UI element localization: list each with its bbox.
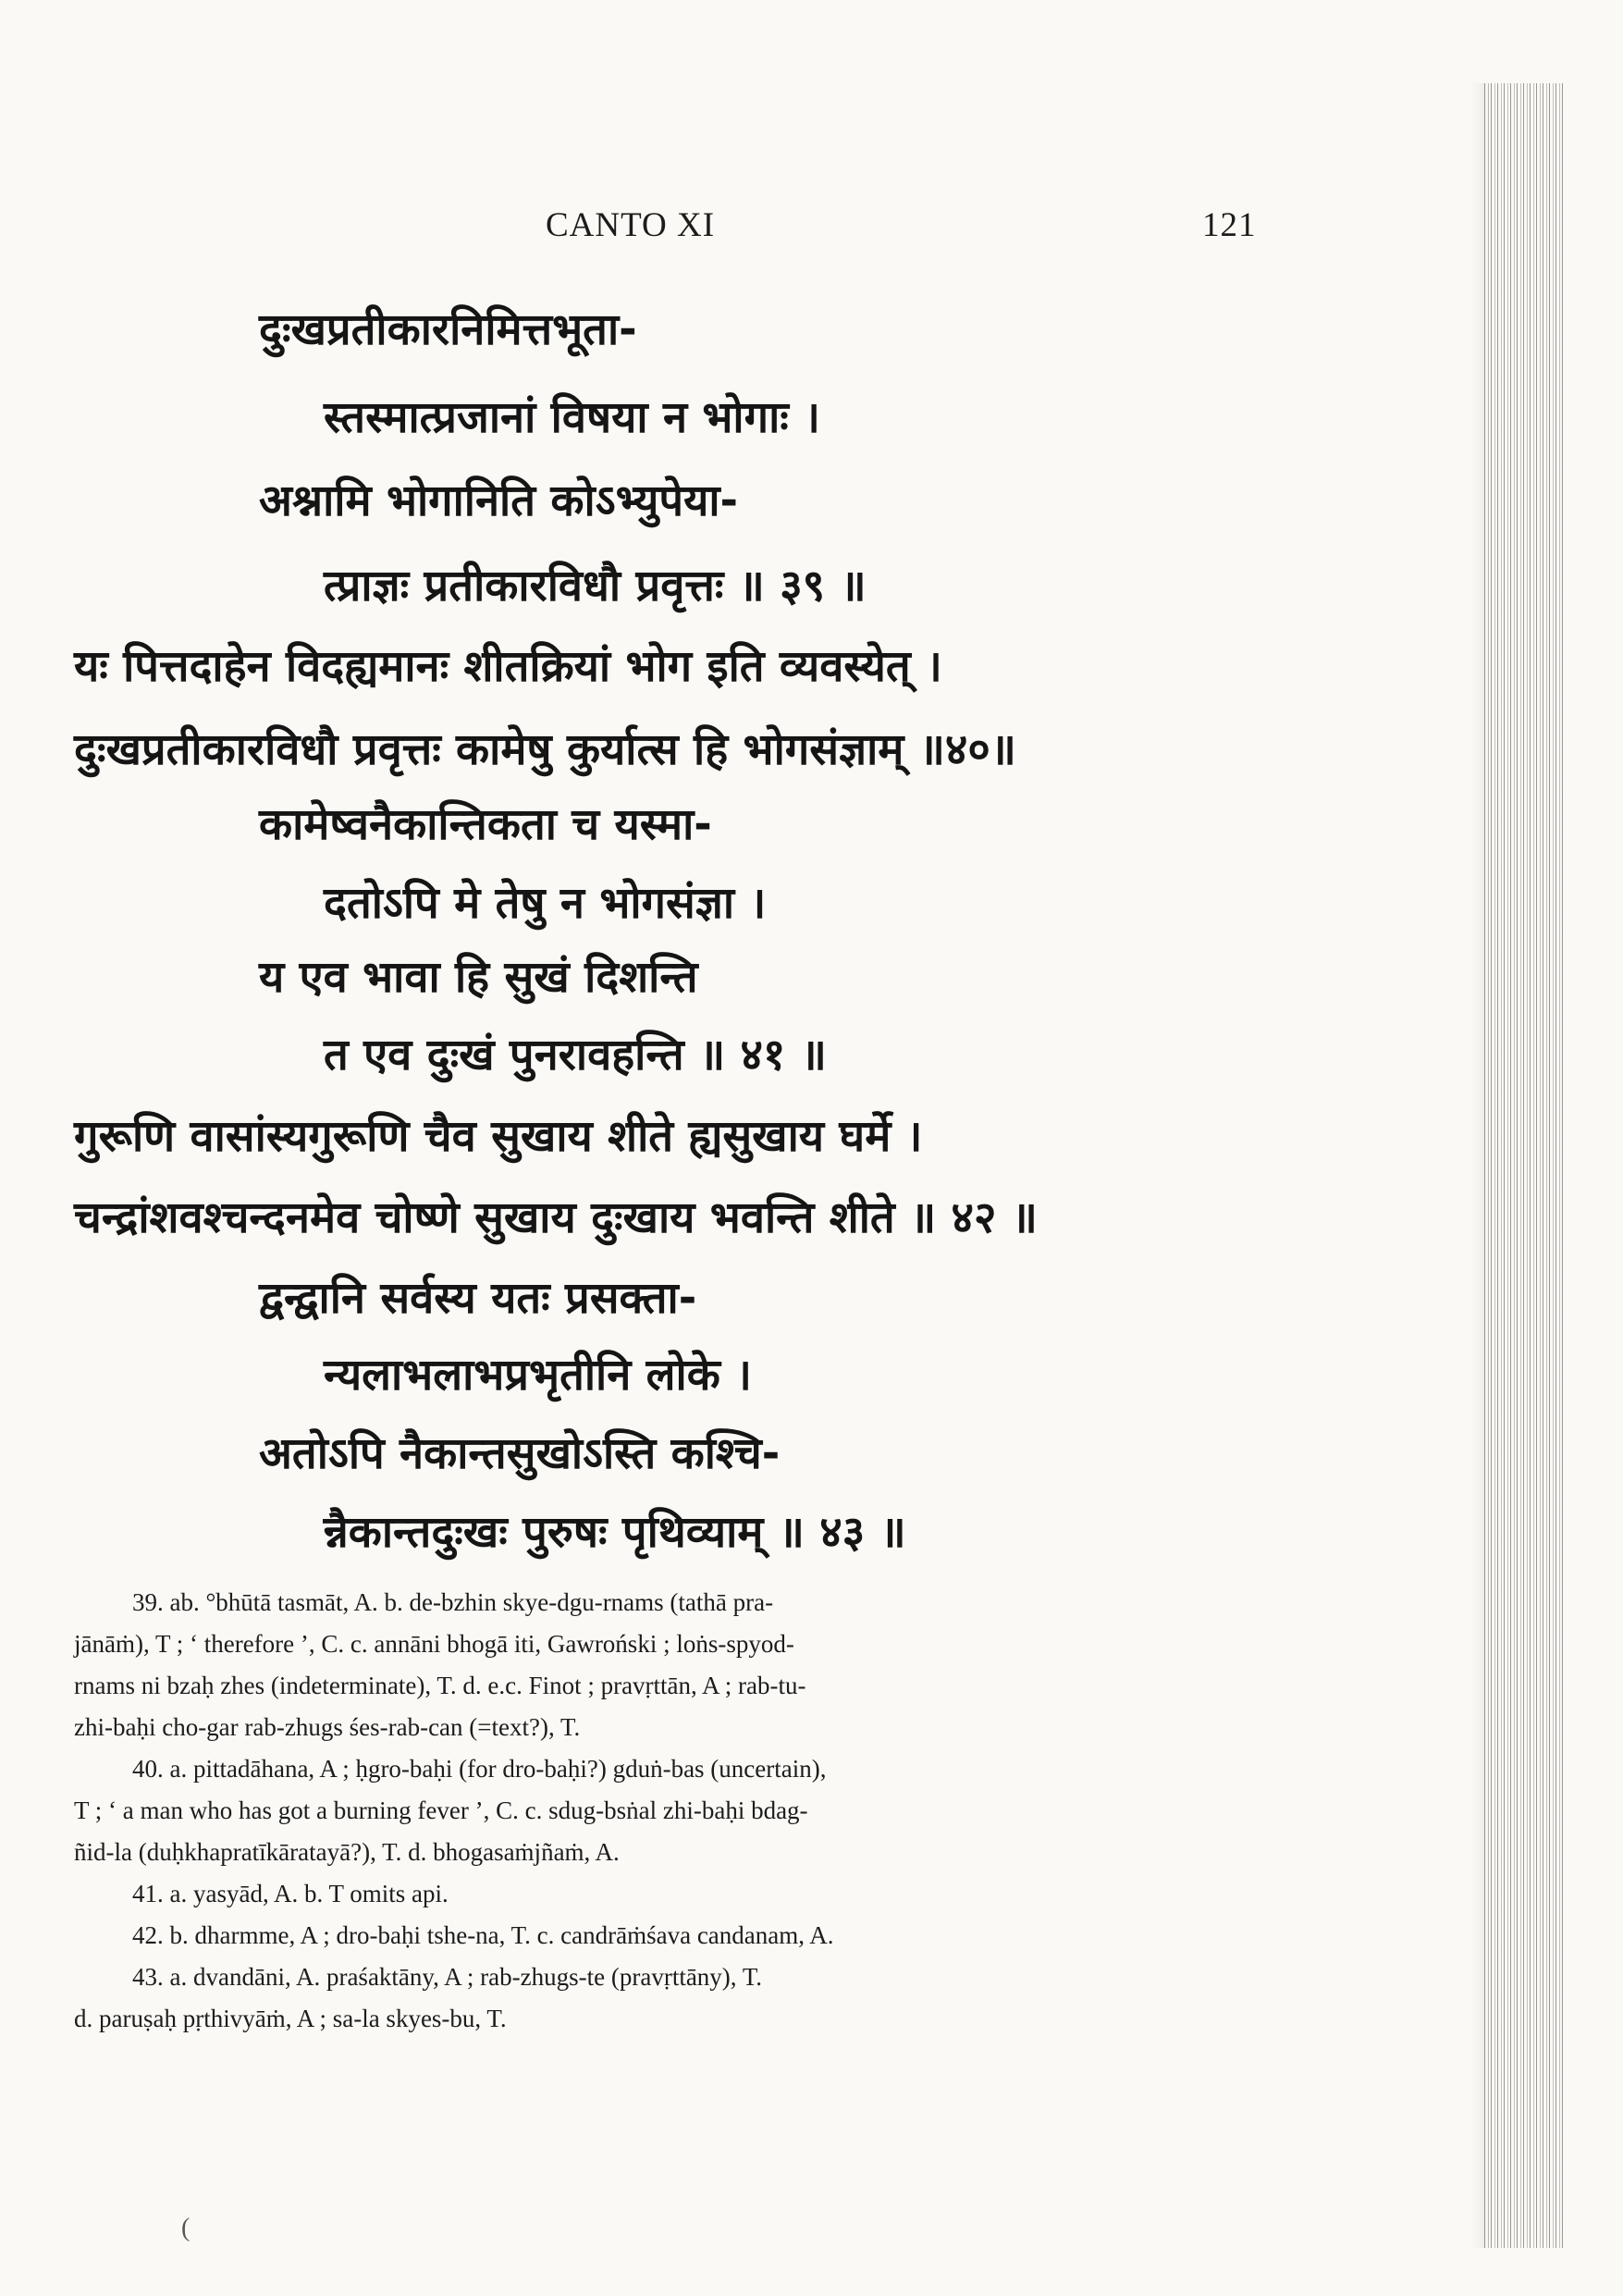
verse-line: चन्द्रांशवश्चन्दनमेव चोष्णे सुखाय दुःखाय भवन्ति शीते ॥ ४२ ॥ [74,1192,1038,1243]
page-edge-stack [1484,83,1563,2248]
verse-line: त एव दुःखं पुनरावहन्ति ॥ ४१ ॥ [324,1030,827,1080]
verse-line: न्यलाभलाभप्रभृतीनि लोके । [324,1350,752,1401]
footnote-line: 39. ab. °bhūtā tasmāt, A. b. de-bzhin skye-dgu-rnams (tathā pra- [132,1588,774,1616]
stray-mark: ( [181,2214,191,2242]
verse-line: यः पित्तदाहेन विदह्यमानः शीतक्रियां भोग इति व्यवस्येत् । [74,641,942,692]
verse-line: अश्नामि भोगानिति कोऽभ्युपेया- [259,475,739,526]
verse-line: दुःखप्रतीकारविधौ प्रवृत्तः कामेषु कुर्यात्स हि भोगसंज्ञाम् ॥४०॥ [74,724,1016,775]
verse-line: त्प्राज्ञः प्रतीकारविधौ प्रवृत्तः ॥ ३९ ॥ [324,561,867,611]
footnote-line: rnams ni bzaḥ zhes (indeterminate), T. d. e.c. Finot ; pravṛttān, A ; rab-tu- [74,1672,806,1699]
footnote-line: d. paruṣaḥ pṛthivyāṁ, A ; sa-la skyes-bu, T. [74,2005,507,2032]
verse-line: स्तस्मात्प्रजानां विषया न भोगाः । [324,392,820,443]
verse-line: गुरूणि वासांस्यगुरूणि चैव सुखाय शीते ह्यसुखाय घर्मे । [74,1111,923,1162]
verse-line: न्नैकान्तदुःखः पुरुषः पृथिव्याम् ॥ ४३ ॥ [324,1507,906,1558]
running-header [0,205,1623,252]
verse-line: द्वन्द्वानि सर्वस्य यतः प्रसक्ता- [259,1273,697,1324]
verse-line: अतोऽपि नैकान्तसुखोऽस्ति कश्चि- [259,1428,781,1479]
footnote-line: 42. b. dharmme, A ; dro-baḥi tshe-na, T. c. candrāṁśava candanam, A. [132,1921,834,1949]
footnote-line: T ; ‘ a man who has got a burning fever ’, C. c. sdug-bsṅal zhi-baḥi bdag- [74,1796,808,1824]
page-number: 121 [1202,206,1257,244]
footnote-line: zhi-baḥi cho-gar rab-zhugs śes-rab-can (=text?), T. [74,1713,581,1741]
footnote-line: 43. a. dvandāni, A. praśaktāny, A ; rab-zhugs-te (pravṛttāny), T. [132,1963,763,1991]
running-title: CANTO XI [546,206,716,244]
footnote-line: jānāṁ), T ; ‘ therefore ’, C. c. annāni bhogā iti, Gawroński ; loṅs-spyod- [74,1630,794,1658]
verse-line: य एव भावा हि सुखं दिशन्ति [259,952,698,1003]
verse-line: कामेष्वनैकान्तिकता च यस्मा- [259,799,712,850]
footnote-line: 40. a. pittadāhana, A ; ḥgro-baḥi (for dro-baḥi?) gduṅ-bas (uncertain), [132,1755,827,1783]
footnote-line: 41. a. yasyād, A. b. T omits api. [132,1880,449,1907]
verse-line: दुःखप्रतीकारनिमित्तभूता- [259,304,637,355]
footnotes [74,1582,1267,2040]
footnote-line: ñid-la (duḥkhapratīkāratayā?), T. d. bhogasaṁjñaṁ, A. [74,1838,620,1866]
verse-line: दतोऽपि मे तेषु न भोगसंज्ञा । [324,878,767,929]
